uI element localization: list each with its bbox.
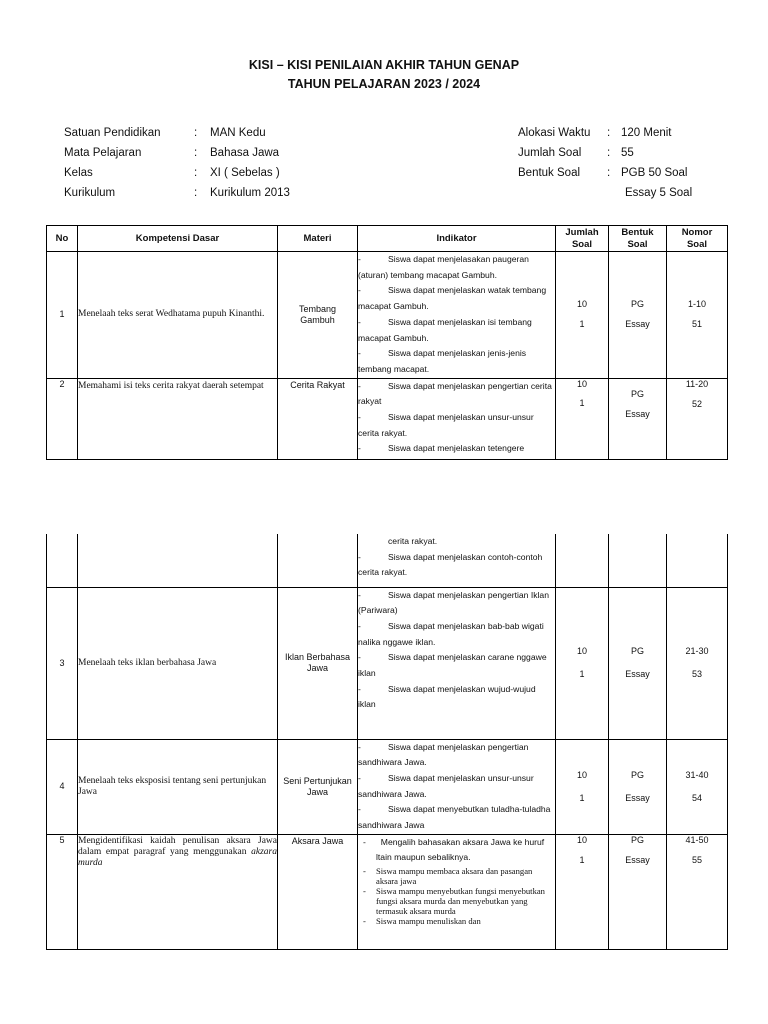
- row-kompetensi: [78, 834, 278, 949]
- indikator-item: - Siswa dapat menjelaskan tetengere: [358, 443, 525, 454]
- indikator-item: - Siswa dapat menjelaskan carane nggawe iklan: [358, 652, 547, 679]
- row-bentuk-soal: PG Essay: [609, 834, 667, 949]
- info-label: Kurikulum: [64, 187, 116, 199]
- row-kompetensi: Menelaah teks serat Wedhatama pupuh Kinanthi.: [78, 252, 278, 379]
- info-row: [518, 183, 692, 203]
- info-label: Bentuk Soal: [518, 167, 581, 179]
- row-bentuk-soal: PG Essay: [609, 739, 667, 834]
- info-sep: :: [607, 147, 611, 159]
- row-no: [47, 534, 78, 587]
- indikator-item: - Siswa dapat menjelasakan paugeran (aturan) tembang macapat Gambuh.: [358, 254, 529, 280]
- kompetensi-text: Mengidentifikasi kaidah penulisan aksara Jawa dalam empat paragraf yang menggunakan: [78, 835, 277, 857]
- row-indikator: [358, 739, 556, 834]
- row-indikator: [358, 378, 556, 459]
- row-no: 3: [47, 587, 78, 739]
- indikator-item: - Mengalih bahasakan aksara Jawa ke huruf ltain maupun sebaliknya.: [363, 836, 545, 863]
- document-subtitle: TAHUN PELAJARAN 2023 / 2024: [287, 77, 481, 91]
- row-materi: Iklan Berbahasa Jawa: [278, 587, 358, 739]
- indikator-item: - Siswa dapat menjelaskan pengertian sandhiwara Jawa.: [358, 741, 529, 768]
- indikator-item: - Siswa dapat menjelaskan contoh-contoh cerita rakyat.: [358, 551, 543, 578]
- info-value: PGB 50 Soal: [621, 167, 688, 179]
- row-bentuk-soal: PG Essay: [609, 252, 667, 379]
- row-kompetensi: [78, 534, 278, 587]
- table-row: [47, 378, 728, 459]
- info-label: Kelas: [64, 167, 93, 179]
- info-row: [64, 163, 290, 183]
- row-materi: Seni Pertunjukan Jawa: [278, 739, 358, 834]
- info-row: [64, 183, 290, 203]
- row-no: 4: [47, 739, 78, 834]
- row-indikator: [358, 834, 556, 949]
- row-indikator: [358, 534, 556, 587]
- row-jumlah-soal: 10 1: [556, 587, 609, 739]
- indikator-item: - Siswa mampu menyebutkan fungsi menyebutkan fungsi aksara murda dan menyebutkan yang termasuk aksara murda: [363, 885, 545, 916]
- info-label: Mata Pelajaran: [64, 147, 142, 159]
- row-nomor-soal: 41-50 55: [667, 834, 728, 949]
- info-value: 120 Menit: [621, 127, 672, 139]
- indikator-item: cerita rakyat.: [388, 536, 438, 546]
- indikator-item: - Siswa dapat menjelaskan bab-bab wigati nalika nggawe iklan.: [358, 620, 544, 647]
- row-nomor-soal: 1-10 51: [667, 252, 728, 379]
- row-no: 1: [47, 252, 78, 379]
- header-no: No: [47, 226, 78, 252]
- indikator-item: - Siswa dapat menjelaskan isi tembang macapat Gambuh.: [358, 316, 532, 343]
- row-jumlah-soal: 10 1: [556, 378, 609, 459]
- row-nomor-soal: 31-40 54: [667, 739, 728, 834]
- table-row: [47, 739, 728, 834]
- table-header-row: [47, 226, 728, 252]
- table-row-continued: [47, 534, 728, 587]
- indikator-item: - Siswa dapat menjelaskan jenis-jenis tembang macapat.: [358, 348, 527, 374]
- indikator-item: - Siswa dapat menjelaskan wujud-wujud iklan: [358, 683, 536, 710]
- indikator-item: - Siswa dapat menjelaskan unsur-unsur cerita rakyat.: [358, 412, 534, 438]
- table-row: [47, 252, 728, 379]
- row-no: 5: [47, 834, 78, 949]
- info-sep: :: [194, 167, 198, 179]
- info-value: XI ( Sebelas ): [210, 167, 280, 179]
- row-kompetensi: Menelaah teks eksposisi tentang seni pertunjukan Jawa: [78, 739, 278, 834]
- info-sep: :: [607, 127, 611, 139]
- row-bentuk-soal: [609, 534, 667, 587]
- info-value: 55: [621, 147, 634, 159]
- kompetensi-italic: akzara murda: [78, 846, 278, 868]
- info-row: [518, 163, 692, 183]
- row-kompetensi: Memahami isi teks cerita rakyat daerah setempat: [78, 378, 278, 459]
- row-jumlah-soal: [556, 534, 609, 587]
- header-kompetensi: Kompetensi Dasar: [78, 226, 278, 252]
- row-indikator: [358, 587, 556, 739]
- info-sep: :: [194, 127, 198, 139]
- row-jumlah-soal: 10 1: [556, 739, 609, 834]
- header-jumlah-soal: Jumlah Soal: [556, 226, 609, 252]
- row-jumlah-soal: 10 1: [556, 834, 609, 949]
- kisi-table-part1: [46, 225, 728, 460]
- header-materi: Materi: [278, 226, 358, 252]
- row-indikator: [358, 252, 556, 379]
- table-row: [47, 587, 728, 739]
- row-materi: Aksara Jawa: [278, 834, 358, 949]
- kisi-table-part2: [46, 534, 728, 950]
- indikator-item: - Siswa dapat menjelaskan watak tembang macapat Gambuh.: [358, 285, 547, 312]
- row-nomor-soal: 11-20 52: [667, 378, 728, 459]
- row-bentuk-soal: PG Essay: [609, 378, 667, 459]
- info-row: [64, 123, 290, 143]
- indikator-item: - Siswa dapat menjelaskan pengertian Iklan (Pariwara): [358, 589, 549, 616]
- info-label: Alokasi Waktu: [518, 127, 591, 139]
- info-row: [64, 143, 290, 163]
- row-jumlah-soal: 10 1: [556, 252, 609, 379]
- info-row: [518, 123, 692, 143]
- info-sep: :: [194, 187, 198, 199]
- document-title: KISI – KISI PENILAIAN AKHIR TAHUN GENAP: [248, 58, 520, 72]
- indikator-item: - Siswa dapat menyebutkan tuladha-tuladha sandhiwara Jawa: [358, 804, 551, 831]
- header-nomor-soal: Nomor Soal: [667, 226, 728, 252]
- row-materi: Cerita Rakyat: [278, 378, 358, 459]
- info-label: Satuan Pendidikan: [64, 127, 161, 139]
- indikator-item: - Siswa dapat menjelaskan pengertian cerita rakyat: [358, 380, 552, 407]
- info-value: Bahasa Jawa: [210, 147, 280, 159]
- info-sep: :: [194, 147, 198, 159]
- row-materi: [278, 534, 358, 587]
- info-value: MAN Kedu: [210, 127, 266, 139]
- indikator-item: - Siswa mampu membaca aksara dan pasangan aksara jawa: [363, 865, 533, 886]
- row-no: 2: [47, 378, 78, 459]
- table-row: [47, 834, 728, 949]
- header-indikator: Indikator: [358, 226, 556, 252]
- row-materi: Tembang Gambuh: [278, 252, 358, 379]
- row-kompetensi: Menelaah teks iklan berbahasa Jawa: [78, 587, 278, 739]
- info-label: Jumlah Soal: [518, 147, 582, 159]
- row-nomor-soal: [667, 534, 728, 587]
- indikator-item: - Siswa dapat menjelaskan unsur-unsur sandhiwara Jawa.: [358, 772, 534, 799]
- indikator-item: - Siswa mampu menuliskan dan: [363, 915, 481, 926]
- info-row: [518, 143, 692, 163]
- row-bentuk-soal: PG Essay: [609, 587, 667, 739]
- info-left: [64, 123, 290, 203]
- info-value: Kurikulum 2013: [210, 187, 290, 199]
- row-nomor-soal: 21-30 53: [667, 587, 728, 739]
- info-sep: :: [607, 167, 611, 179]
- header-bentuk-soal: Bentuk Soal: [609, 226, 667, 252]
- info-right: [518, 123, 692, 203]
- info-value: Essay 5 Soal: [625, 187, 693, 199]
